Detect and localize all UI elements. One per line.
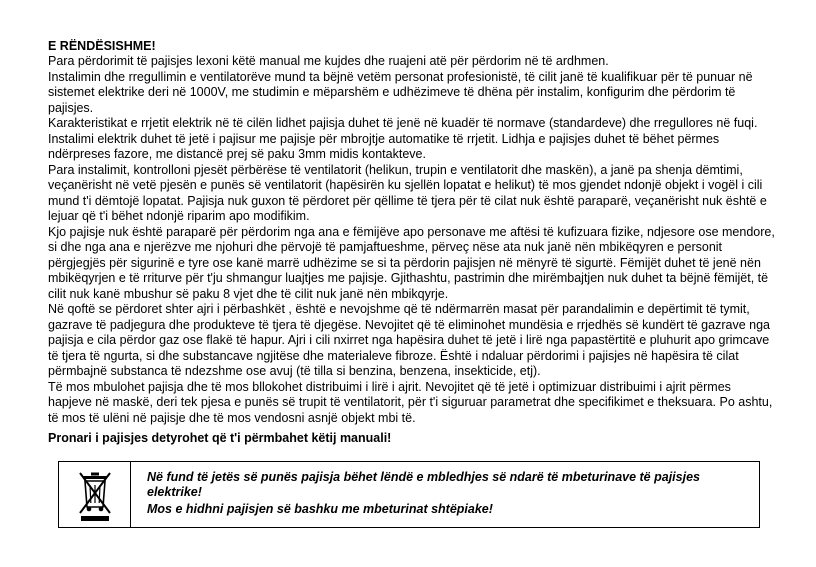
notice-heading: E RËNDËSISHME!	[48, 39, 156, 53]
important-notice	[48, 38, 778, 446]
paragraph-read-manual: Para përdorimit të pajisjes lexoni këtë manual me kujdes dhe ruajeni atë për përdorim në të ardhmen.	[48, 54, 609, 68]
disposal-no-household-waste: Mos e hidhni pajisjen së bashku me mbeturinat shtëpiake!	[147, 502, 493, 516]
paragraph-electrical-network: Karakteristikat e rrjetit elektrik në të cilën lidhet pajisja duhet të jenë në kuadër të normave (standardeve) dhe rregullores në fuqi. Instalimi elektrik duhet të jetë i pajisur me pajisje për mbrojtje automatike të rrjetit. Lidhja e pajisjes duhet të bëhet përmes ndërpreses fazore, me distancë prej së paku 3mm midis kontakteve.	[48, 116, 758, 161]
paragraph-airflow: Të mos mbulohet pajisja dhe të mos bllokohet distribuimi i lirë i ajrit. Nevojitet që të jetë i optimizuar distribuimi i ajrit përmes hapjeve në maskë, deri tek pjesa e punës së trupit të ventilatorit, për t'i siguruar parametrat dhe specifikimet e theksuara. Po ashtu, të mos të ulëni në pajisje dhe të mos vendosni asnjë objekt mbi të.	[48, 379, 773, 425]
paragraph-children-safety: Kjo pajisje nuk është paraparë për përdorim nga ana e fëmijëve apo personave me aftësi të kufizuara fizike, ndjesore ose mendore, si dhe nga ana e njerëzve me njohuri dhe përvojë të pamjaftueshme, përveç nëse ata nuk janë nën mbikëqyren e personit përgjegjës për sigurinë e tyre ose kanë marrë udhëzime se si ta përdorin pajisjen në mënyrë të sigurtë. Fëmijët duhet të jenë nën mbikëqyrjen e të rriturve për t'ju shmangur luajtjes me pajisje. Gjithashtu, pastrimin dhe mirëmbajtjen nuk duhet ta bëjnë fëmijët, të cilit nuk kanë mbushur së paku 8 vjet dhe të cilit nuk janë nën mbikqyrje.	[48, 224, 775, 301]
disposal-separate-collection: Në fund të jetës së punës pajisja bëhet lëndë e mbledhjes së ndarë të mbeturinave të pajisjes elektrike!	[147, 470, 700, 499]
crossed-out-wheelie-bin-icon	[76, 467, 114, 523]
paragraph-common-exhaust: Në qoftë se përdoret shter ajri i përbashkët , është e nevojshme që të ndërmarrën masat për parandalimin e depërtimit të tymit, gazrave të padjegura dhe produkteve të tjera të djegëse. Nevojitet që të eliminohet mundësia e rrjedhës së kundërt të gazrave nga pajisja e cila përdor gaz ose flakë të hapur. Ajri i cili nxirret nga hapësira duhet të jetë i lirë nga papastërtitë e pluhurit apo grimcave të tjera të ngurta, si dhe substancave ngjitëse dhe materialeve fibroze. Është i ndaluar përdorimi i pajisjes në hapësira të cilat përmbajnë substanca të ndezshme ose avuj (të tilla si benzina, benzena, insekticide, etj).	[48, 302, 770, 378]
paragraph-pre-installation-check: Para instalimit, kontrolloni pjesët përbërëse të ventilatorit (helikun, trupin e ventilatorit dhe maskën), a janë pa shenja dëmtimi, veçanërisht në vetë pjesën e punës së ventilatorit (hapësirën ku sjellën lopatat e helikut) të mos gjendet ndonjë objekt i vogël i cili mund t'i dëmtojë lopatat. Pajisja nuk guxon të përdoret për qëllime të tjera për të cilat nuk është paraparë, veçanërisht nuk është e lejuar që t'i bëhet ndonjë riparim apo modifikim.	[48, 162, 767, 223]
disposal-text	[147, 470, 747, 517]
paragraph-installation-professionals: Instalimin dhe rregullimin e ventilatorëve mund ta bëjnë vetëm personat profesionistë, të cilit janë të kualifikuar për të punuar në sistemet elektrike deri në 1000V, me studimin e mëparshëm e udhëzimeve të dhëna për instalim, konfigurim dhe përdorim të pajisjes.	[48, 69, 753, 115]
owner-obligation: Pronari i pajisjes detyrohet që t'i përmbahet këtij manuali!	[48, 431, 392, 445]
disposal-icon-cell	[59, 462, 131, 527]
disposal-notice-box	[58, 461, 760, 528]
